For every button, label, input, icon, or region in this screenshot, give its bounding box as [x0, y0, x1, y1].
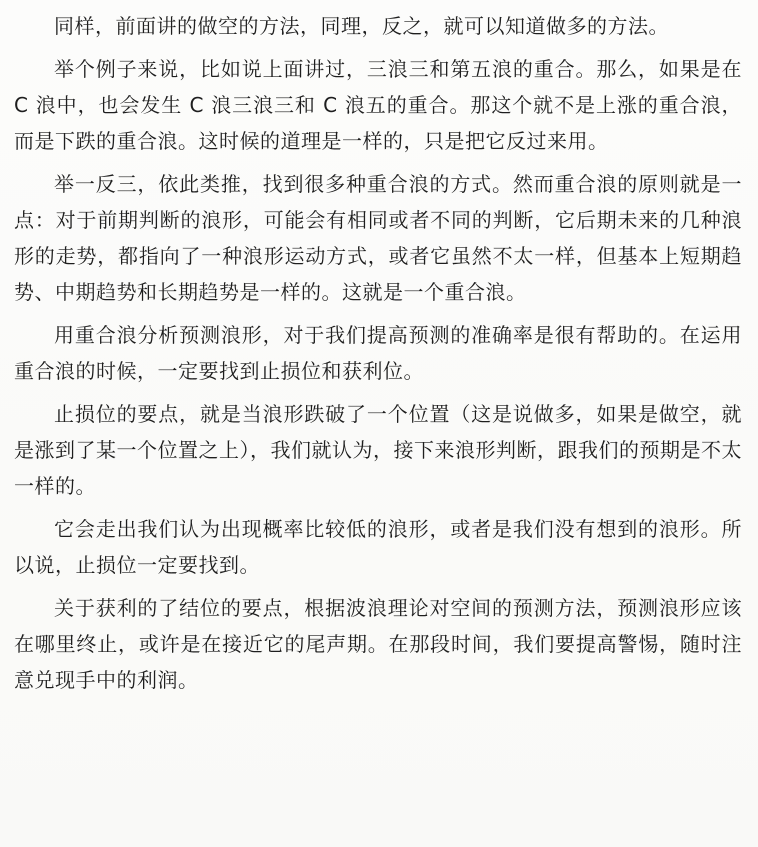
paragraph-7: 关于获利的了结位的要点，根据波浪理论对空间的预测方法，预测浪形应该在哪里终止，或许是在接近它的尾声期。在那段时间，我们要提高警惕，随时注意兑现手中的利润。: [14, 596, 742, 692]
paragraph-4: 用重合浪分析预测浪形，对于我们提高预测的准确率是很有帮助的。在运用重合浪的时候，一定要找到止损位和获利位。: [14, 323, 742, 383]
paragraph-3: 举一反三，依此类推，找到很多种重合浪的方式。然而重合浪的原则就是一点：对于前期判断的浪形，可能会有相同或者不同的判断，它后期未来的几种浪形的走势，都指向了一种浪形运动方式，或者它虽然不太一样，但基本上短期趋势、中期趋势和长期趋势是一样的。这就是一个重合浪。: [14, 172, 742, 304]
body-text: [14, 8, 742, 705]
paragraph-5: 止损位的要点，就是当浪形跌破了一个位置（这是说做多，如果是做空，就是涨到了某一个位置之上），我们就认为，接下来浪形判断，跟我们的预期是不太一样的。: [14, 402, 742, 498]
paragraph-2: 举个例子来说，比如说上面讲过，三浪三和第五浪的重合。那么，如果是在 C 浪中，也会发生 C 浪三浪三和 C 浪五的重合。那这个就不是上涨的重合浪，而是下跌的重合浪。这时候的道理是一样的，只是把它反过来用。: [14, 57, 742, 153]
paragraph-1: 同样，前面讲的做空的方法，同理，反之，就可以知道做多的方法。: [54, 14, 669, 38]
paragraph-6: 它会走出我们认为出现概率比较低的浪形，或者是我们没有想到的浪形。所以说，止损位一定要找到。: [14, 517, 742, 577]
